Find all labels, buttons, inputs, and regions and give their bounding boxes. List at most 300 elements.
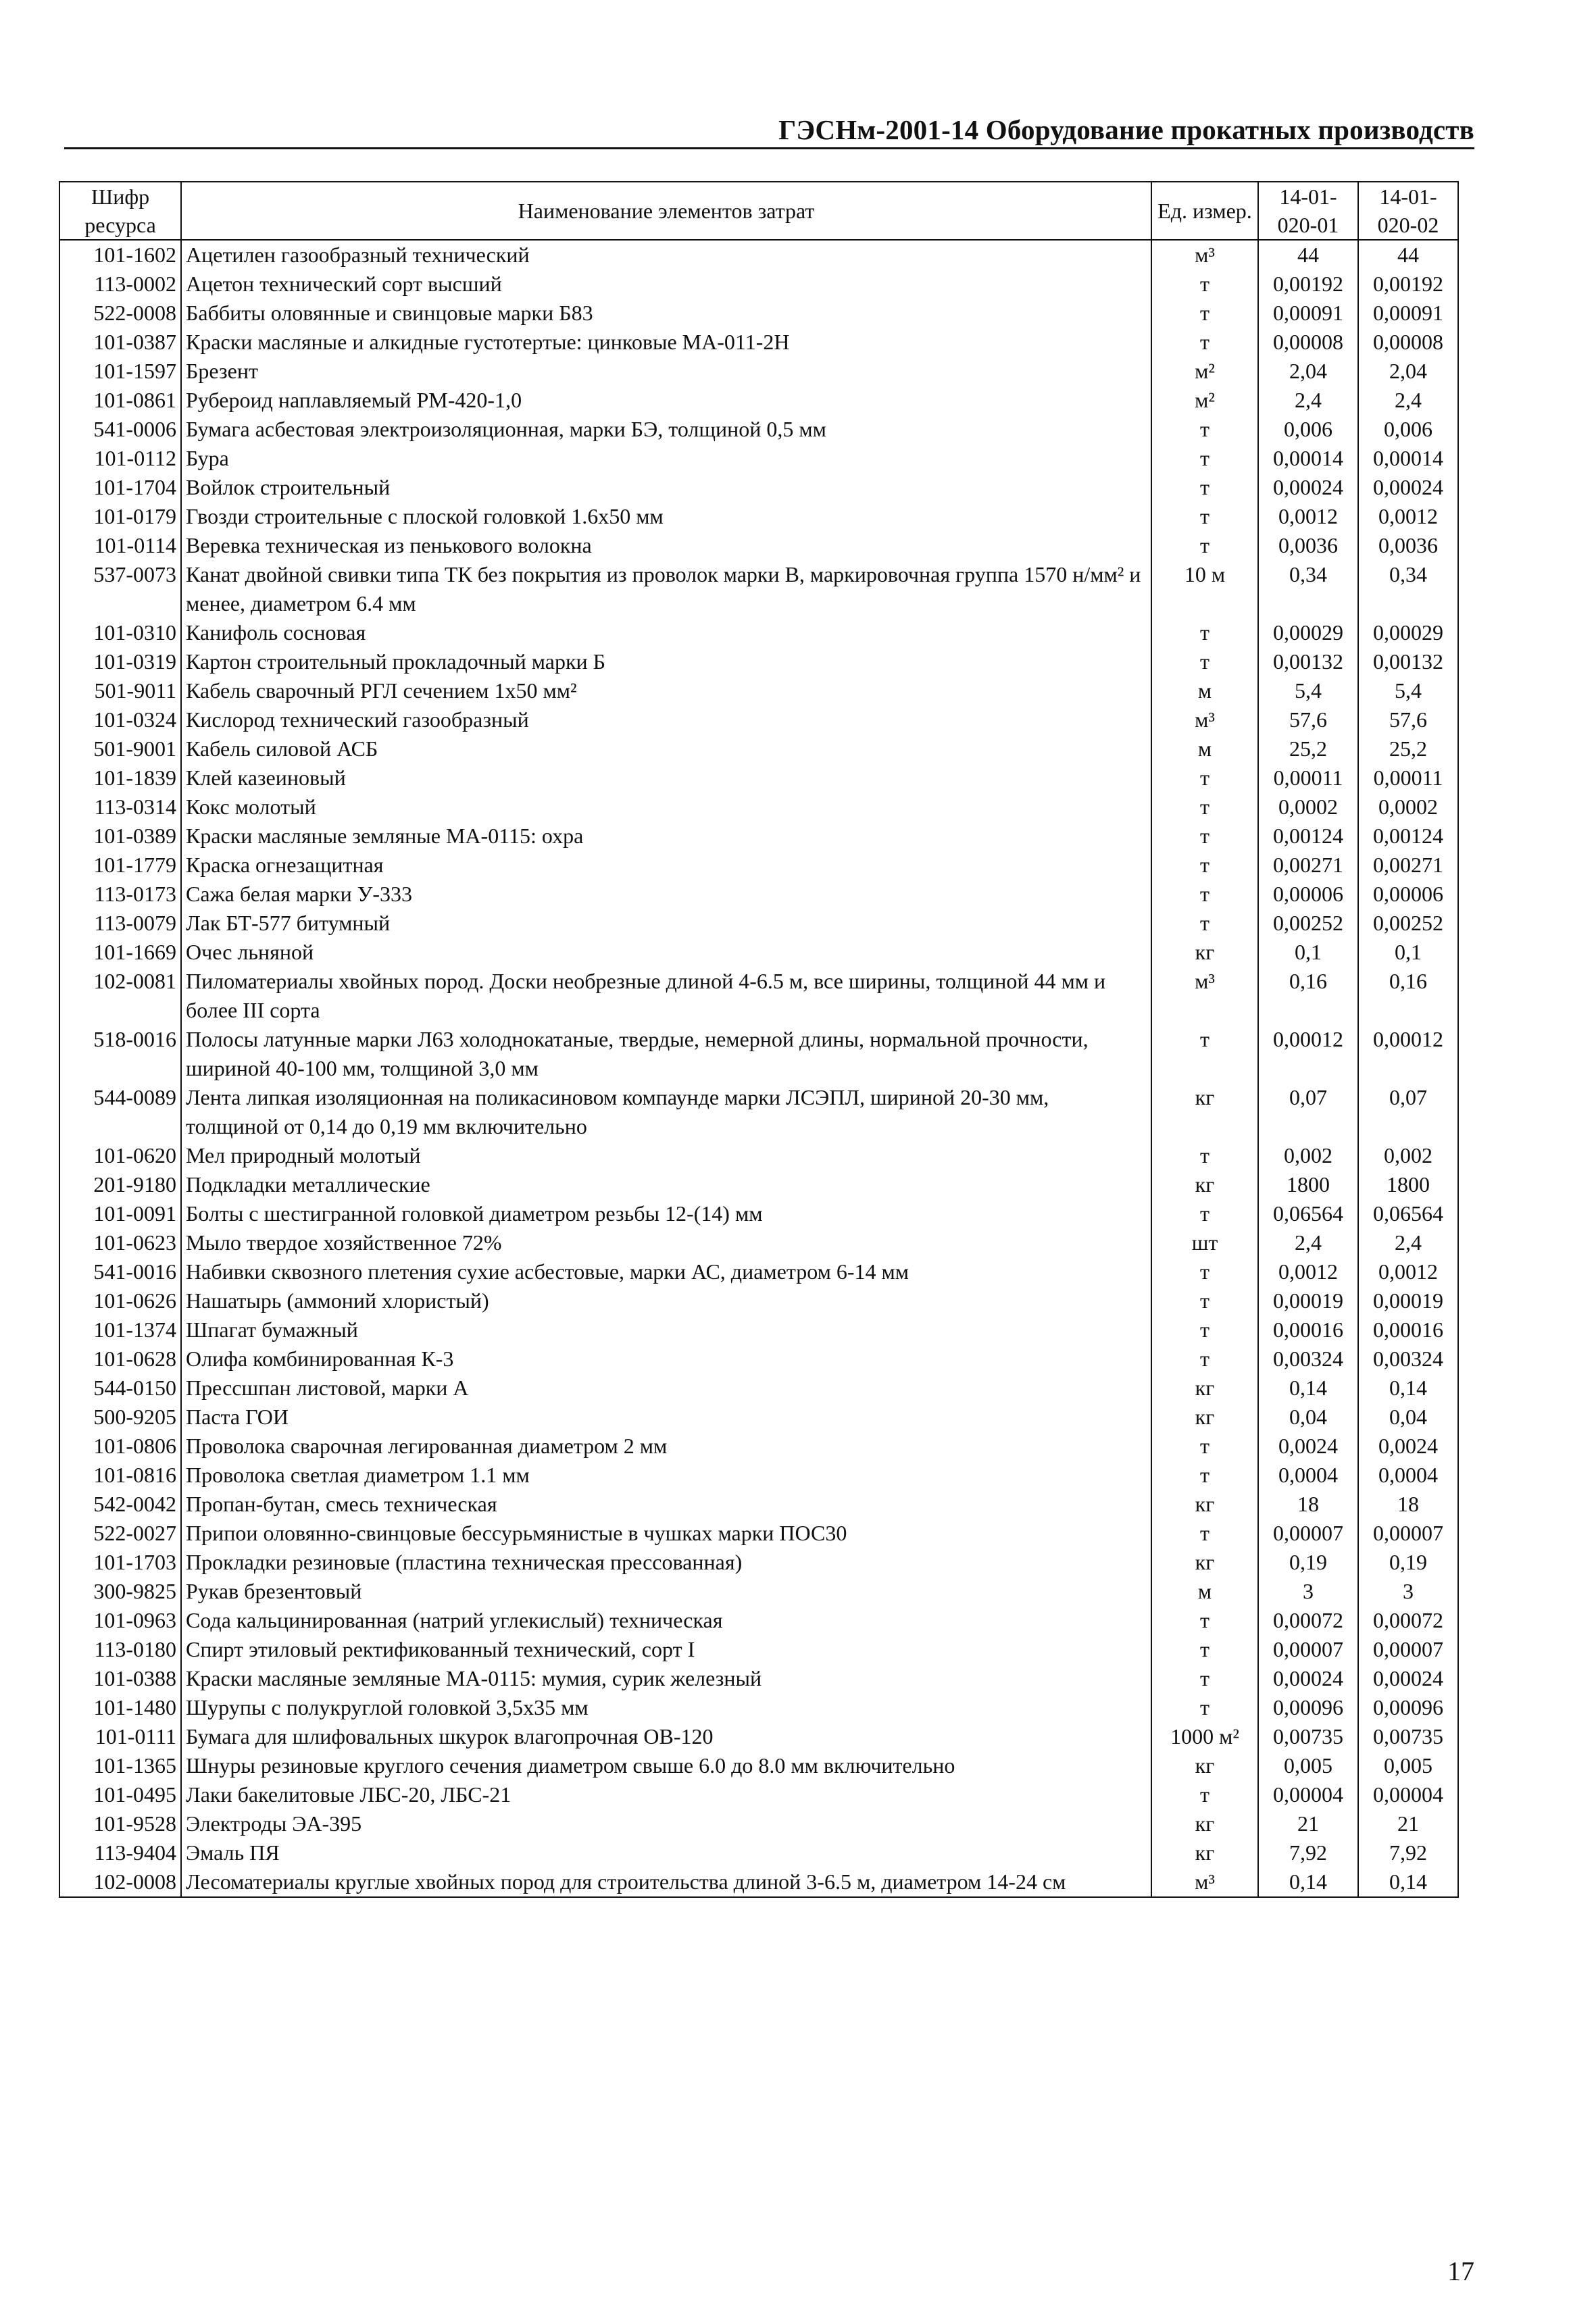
unit-of-measure: кг [1151,1751,1258,1780]
resource-name: Кокс молотый [181,793,1151,822]
norm-value-020-02: 2,4 [1358,386,1458,415]
table-row [59,909,1458,938]
norm-value-020-02: 0,00252 [1358,909,1458,938]
norm-value-020-01: 0,0002 [1258,793,1358,822]
table-row [59,938,1458,967]
norm-value-020-01: 0,002 [1258,1141,1358,1170]
resource-code: 544-0089 [59,1083,181,1141]
resource-code: 101-0114 [59,531,181,560]
resource-name: Проволока светлая диаметром 1.1 мм [181,1461,1151,1490]
column-header-unit: Ед. измер. [1151,182,1258,240]
unit-of-measure: т [1151,1693,1258,1722]
norm-value-020-02: 3 [1358,1577,1458,1606]
resource-name: Бура [181,444,1151,473]
resource-code: 101-1597 [59,357,181,386]
unit-of-measure: т [1151,444,1258,473]
unit-of-measure: т [1151,1344,1258,1374]
norm-value-020-01: 0,00096 [1258,1693,1358,1722]
norm-value-020-02: 0,00091 [1358,299,1458,328]
unit-of-measure: т [1151,502,1258,531]
norm-value-020-02: 0,0004 [1358,1461,1458,1490]
norm-value-020-01: 0,00011 [1258,763,1358,793]
resource-name: Краски масляные и алкидные густотертые: цинковые МА-011-2Н [181,328,1151,357]
resource-code: 101-0324 [59,705,181,734]
norm-value-020-01: 0,00004 [1258,1780,1358,1809]
resource-name: Полосы латунные марки Л63 холоднокатаные, твердые, немерной длины, нормальной прочности, шириной 40-100 мм, толщиной 3,0 мм [181,1025,1151,1083]
resource-code: 101-1703 [59,1548,181,1577]
table-row [59,502,1458,531]
resource-name: Припои оловянно-свинцовые бессурьмянистые в чушках марки ПОС30 [181,1519,1151,1548]
resource-code: 101-0861 [59,386,181,415]
table-row [59,560,1458,618]
norm-value-020-02: 0,0036 [1358,531,1458,560]
resource-name: Шпагат бумажный [181,1315,1151,1344]
resource-name: Набивки сквозного плетения сухие асбестовые, марки АС, диаметром 6-14 мм [181,1257,1151,1286]
norm-value-020-02: 0,07 [1358,1083,1458,1141]
resource-name: Канат двойной свивки типа ТК без покрытия из проволок марки В, маркировочная группа 1570 н/мм² и менее, диаметром 6.4 мм [181,560,1151,618]
norm-value-020-01: 0,00006 [1258,880,1358,909]
unit-of-measure: м³ [1151,240,1258,270]
norm-value-020-02: 44 [1358,240,1458,270]
norm-value-020-02: 0,002 [1358,1141,1458,1170]
resource-name: Брезент [181,357,1151,386]
table-row [59,793,1458,822]
table-row [59,1664,1458,1693]
resource-name: Ацетилен газообразный технический [181,240,1151,270]
norm-value-020-02: 0,19 [1358,1548,1458,1577]
resource-name: Мыло твердое хозяйственное 72% [181,1228,1151,1257]
table-header [59,182,1458,240]
norm-value-020-01: 0,00132 [1258,647,1358,676]
norm-value-020-01: 5,4 [1258,676,1358,705]
unit-of-measure: т [1151,1025,1258,1083]
unit-of-measure: т [1151,1780,1258,1809]
resource-code: 113-0314 [59,793,181,822]
norm-value-020-01: 0,19 [1258,1548,1358,1577]
resource-code: 101-1480 [59,1693,181,1722]
norm-value-020-01: 57,6 [1258,705,1358,734]
unit-of-measure: кг [1151,1548,1258,1577]
table-row [59,328,1458,357]
norm-value-020-01: 0,00014 [1258,444,1358,473]
norm-value-020-02: 0,00024 [1358,473,1458,502]
resource-name: Рукав брезентовый [181,1577,1151,1606]
norm-value-020-02: 57,6 [1358,705,1458,734]
unit-of-measure: т [1151,618,1258,647]
norm-value-020-01: 1800 [1258,1170,1358,1199]
resource-code: 101-0495 [59,1780,181,1809]
table-row [59,1025,1458,1083]
resource-name: Очес льняной [181,938,1151,967]
norm-value-020-01: 0,16 [1258,967,1358,1025]
table-row [59,734,1458,763]
table-row [59,1344,1458,1374]
norm-value-020-02: 0,14 [1358,1867,1458,1897]
table-row [59,822,1458,851]
norm-value-020-01: 0,006 [1258,415,1358,444]
table-row [59,1170,1458,1199]
unit-of-measure: т [1151,909,1258,938]
norm-value-020-01: 0,00029 [1258,618,1358,647]
unit-of-measure: кг [1151,1403,1258,1432]
table-row [59,1403,1458,1432]
resource-code: 101-0623 [59,1228,181,1257]
resource-code: 101-1365 [59,1751,181,1780]
norm-value-020-02: 0,00096 [1358,1693,1458,1722]
norm-value-020-02: 0,006 [1358,415,1458,444]
norm-value-020-01: 21 [1258,1809,1358,1838]
resource-name: Веревка техническая из пенькового волокна [181,531,1151,560]
resource-name: Мел природный молотый [181,1141,1151,1170]
unit-of-measure: 10 м [1151,560,1258,618]
table-row [59,618,1458,647]
norm-value-020-01: 0,34 [1258,560,1358,618]
norm-value-020-02: 0,00006 [1358,880,1458,909]
resource-code: 518-0016 [59,1025,181,1083]
resource-name: Кабель силовой АСБ [181,734,1151,763]
resource-code: 101-0112 [59,444,181,473]
norm-value-020-02: 0,16 [1358,967,1458,1025]
resource-name: Пропан-бутан, смесь техническая [181,1490,1151,1519]
norm-value-020-01: 25,2 [1258,734,1358,763]
resource-name: Канифоль сосновая [181,618,1151,647]
norm-value-020-02: 0,00012 [1358,1025,1458,1083]
resource-name: Кислород технический газообразный [181,705,1151,734]
resource-name: Лак БТ-577 битумный [181,909,1151,938]
unit-of-measure: м [1151,734,1258,763]
resource-code: 101-1779 [59,851,181,880]
resource-name: Шнуры резиновые круглого сечения диаметром свыше 6.0 до 8.0 мм включительно [181,1751,1151,1780]
norm-value-020-01: 0,00007 [1258,1519,1358,1548]
table-row [59,1519,1458,1548]
table-row [59,1693,1458,1722]
resource-name: Пиломатериалы хвойных пород. Доски необрезные длиной 4-6.5 м, все ширины, толщиной 44 мм и более III сорта [181,967,1151,1025]
table-row [59,1461,1458,1490]
resource-name: Рубероид наплавляемый РМ-420-1,0 [181,386,1151,415]
table-row [59,967,1458,1025]
resource-code: 101-1839 [59,763,181,793]
norm-value-020-02: 0,00124 [1358,822,1458,851]
norm-value-020-01: 0,14 [1258,1374,1358,1403]
resource-name: Проволока сварочная легированная диаметром 2 мм [181,1432,1151,1461]
resource-code: 101-0816 [59,1461,181,1490]
norm-value-020-02: 0,00192 [1358,270,1458,299]
resource-name: Войлок строительный [181,473,1151,502]
norm-value-020-01: 0,00735 [1258,1722,1358,1751]
table-row [59,240,1458,270]
resource-name: Бумага для шлифовальных шкурок влагопрочная ОВ-120 [181,1722,1151,1751]
norm-value-020-02: 0,00019 [1358,1286,1458,1315]
resource-code: 101-1704 [59,473,181,502]
unit-of-measure: т [1151,270,1258,299]
resource-code: 101-0626 [59,1286,181,1315]
table-row [59,1606,1458,1635]
table-row [59,1083,1458,1141]
norm-value-020-02: 0,0012 [1358,502,1458,531]
resource-code: 501-9001 [59,734,181,763]
norm-value-020-01: 0,005 [1258,1751,1358,1780]
resource-code: 101-0620 [59,1141,181,1170]
norm-value-020-01: 0,06564 [1258,1199,1358,1228]
unit-of-measure: т [1151,763,1258,793]
resource-name: Шурупы с полукруглой головкой 3,5х35 мм [181,1693,1151,1722]
table-row [59,1548,1458,1577]
resource-code: 101-0963 [59,1606,181,1635]
resource-code: 542-0042 [59,1490,181,1519]
resource-name: Баббиты оловянные и свинцовые марки Б83 [181,299,1151,328]
resource-name: Гвозди строительные с плоской головкой 1.6х50 мм [181,502,1151,531]
unit-of-measure: кг [1151,1490,1258,1519]
table-row [59,1838,1458,1867]
table-row [59,1228,1458,1257]
norm-value-020-01: 3 [1258,1577,1358,1606]
unit-of-measure: м² [1151,357,1258,386]
resource-name: Спирт этиловый ректификованный технический, сорт I [181,1635,1151,1664]
table-row [59,763,1458,793]
unit-of-measure: т [1151,880,1258,909]
norm-value-020-01: 2,04 [1258,357,1358,386]
table-row [59,676,1458,705]
resource-name: Прессшпан листовой, марки А [181,1374,1151,1403]
unit-of-measure: м³ [1151,967,1258,1025]
page-header-title: ГЭСНм-2001-14 Оборудование прокатных производств [778,114,1474,145]
table-row [59,1199,1458,1228]
norm-value-020-02: 0,00007 [1358,1519,1458,1548]
resource-name: Лента липкая изоляционная на поликасиновом компаунде марки ЛСЭПЛ, шириной 20-30 мм, толщиной от 0,14 до 0,19 мм включительно [181,1083,1151,1141]
resource-code: 101-1374 [59,1315,181,1344]
norm-value-020-01: 2,4 [1258,1228,1358,1257]
resource-name: Прокладки резиновые (пластина техническая прессованная) [181,1548,1151,1577]
norm-value-020-01: 0,00007 [1258,1635,1358,1664]
resource-code: 113-0079 [59,909,181,938]
norm-value-020-01: 0,00192 [1258,270,1358,299]
unit-of-measure: т [1151,1461,1258,1490]
norm-value-020-02: 0,1 [1358,938,1458,967]
norm-value-020-02: 0,00011 [1358,763,1458,793]
resource-code: 113-9404 [59,1838,181,1867]
table-row [59,1315,1458,1344]
column-header-name: Наименование элементов затрат [181,182,1151,240]
resource-code: 522-0027 [59,1519,181,1548]
unit-of-measure: м [1151,676,1258,705]
norm-value-020-02: 0,04 [1358,1403,1458,1432]
resource-code: 101-0179 [59,502,181,531]
resource-name: Олифа комбинированная К-3 [181,1344,1151,1374]
norm-value-020-02: 21 [1358,1809,1458,1838]
column-header-norm-2: 14-01- 020-02 [1358,182,1458,240]
norm-value-020-02: 0,00014 [1358,444,1458,473]
norm-value-020-02: 0,005 [1358,1751,1458,1780]
norm-value-020-01: 0,0012 [1258,502,1358,531]
norm-value-020-01: 0,00252 [1258,909,1358,938]
column-header-norm-1: 14-01- 020-01 [1258,182,1358,240]
table-row [59,531,1458,560]
norm-value-020-01: 0,00124 [1258,822,1358,851]
resource-code: 102-0008 [59,1867,181,1897]
resource-name: Кабель сварочный РГЛ сечением 1х50 мм² [181,676,1151,705]
unit-of-measure: т [1151,328,1258,357]
table-row [59,1635,1458,1664]
table-row [59,1577,1458,1606]
resource-name: Эмаль ПЯ [181,1838,1151,1867]
resource-name: Подкладки металлические [181,1170,1151,1199]
unit-of-measure: т [1151,1664,1258,1693]
unit-of-measure: т [1151,1432,1258,1461]
norm-value-020-01: 0,00019 [1258,1286,1358,1315]
resource-code: 113-0002 [59,270,181,299]
norm-value-020-01: 0,00091 [1258,299,1358,328]
norm-value-020-01: 44 [1258,240,1358,270]
unit-of-measure: т [1151,531,1258,560]
resource-code: 522-0008 [59,299,181,328]
unit-of-measure: 1000 м² [1151,1722,1258,1751]
table-row [59,1257,1458,1286]
norm-value-020-01: 0,00008 [1258,328,1358,357]
table-row [59,299,1458,328]
unit-of-measure: т [1151,415,1258,444]
norm-value-020-01: 0,00024 [1258,473,1358,502]
resource-name: Лаки бакелитовые ЛБС-20, ЛБС-21 [181,1780,1151,1809]
table-row [59,851,1458,880]
resource-code: 101-0387 [59,328,181,357]
unit-of-measure: т [1151,822,1258,851]
unit-of-measure: м³ [1151,1867,1258,1897]
norm-value-020-02: 0,06564 [1358,1199,1458,1228]
resource-code: 501-9011 [59,676,181,705]
resource-code: 541-0006 [59,415,181,444]
resource-code: 101-1602 [59,240,181,270]
header-rule [64,147,1474,149]
norm-value-020-01: 0,00024 [1258,1664,1358,1693]
norm-value-020-02: 0,00271 [1358,851,1458,880]
resource-name: Болты с шестигранной головкой диаметром резьбы 12-(14) мм [181,1199,1151,1228]
norm-value-020-01: 0,1 [1258,938,1358,967]
resource-name: Краска огнезащитная [181,851,1151,880]
norm-value-020-02: 0,00132 [1358,647,1458,676]
resource-code: 101-0310 [59,618,181,647]
table-row [59,1780,1458,1809]
norm-value-020-01: 0,0024 [1258,1432,1358,1461]
table-row [59,880,1458,909]
table-body [59,240,1458,1897]
unit-of-measure: т [1151,1286,1258,1315]
table-row [59,1141,1458,1170]
resource-code: 101-0389 [59,822,181,851]
norm-value-020-02: 0,00072 [1358,1606,1458,1635]
resource-code: 113-0180 [59,1635,181,1664]
unit-of-measure: м³ [1151,705,1258,734]
unit-of-measure: кг [1151,1170,1258,1199]
norm-value-020-02: 0,0012 [1358,1257,1458,1286]
norm-value-020-02: 0,00324 [1358,1344,1458,1374]
table-row [59,415,1458,444]
resource-code: 201-9180 [59,1170,181,1199]
resource-name: Клей казеиновый [181,763,1151,793]
norm-value-020-02: 0,00004 [1358,1780,1458,1809]
resource-name: Картон строительный прокладочный марки Б [181,647,1151,676]
norm-value-020-02: 0,0024 [1358,1432,1458,1461]
norm-value-020-02: 0,00029 [1358,618,1458,647]
norm-value-020-01: 0,00271 [1258,851,1358,880]
table-row [59,386,1458,415]
table-row [59,1809,1458,1838]
unit-of-measure: м² [1151,386,1258,415]
norm-value-020-01: 0,00324 [1258,1344,1358,1374]
resource-code: 544-0150 [59,1374,181,1403]
resource-name: Электроды ЭА-395 [181,1809,1151,1838]
unit-of-measure: т [1151,1519,1258,1548]
resource-code: 113-0173 [59,880,181,909]
resource-name: Сода кальцинированная (натрий углекислый) техническая [181,1606,1151,1635]
norm-value-020-02: 5,4 [1358,676,1458,705]
norm-value-020-02: 2,04 [1358,357,1458,386]
unit-of-measure: кг [1151,1809,1258,1838]
unit-of-measure: т [1151,793,1258,822]
resource-code: 102-0081 [59,967,181,1025]
table-row [59,1432,1458,1461]
unit-of-measure: т [1151,1199,1258,1228]
table-row [59,444,1458,473]
norm-value-020-01: 0,07 [1258,1083,1358,1141]
resource-code: 500-9205 [59,1403,181,1432]
norm-value-020-02: 25,2 [1358,734,1458,763]
resource-code: 101-0111 [59,1722,181,1751]
resource-code: 101-0806 [59,1432,181,1461]
resource-code: 101-0319 [59,647,181,676]
resource-name: Ацетон технический сорт высший [181,270,1151,299]
table-row [59,473,1458,502]
resource-name: Сажа белая марки У-333 [181,880,1151,909]
norm-value-020-02: 2,4 [1358,1228,1458,1257]
table-row [59,270,1458,299]
resource-code: 541-0016 [59,1257,181,1286]
unit-of-measure: т [1151,647,1258,676]
unit-of-measure: шт [1151,1228,1258,1257]
unit-of-measure: кг [1151,1838,1258,1867]
unit-of-measure: т [1151,1141,1258,1170]
resource-code: 101-0628 [59,1344,181,1374]
table-row [59,1867,1458,1897]
resource-code: 300-9825 [59,1577,181,1606]
norm-value-020-02: 1800 [1358,1170,1458,1199]
unit-of-measure: кг [1151,938,1258,967]
norm-value-020-02: 7,92 [1358,1838,1458,1867]
table-row [59,1286,1458,1315]
table-row [59,1751,1458,1780]
norm-value-020-01: 0,0012 [1258,1257,1358,1286]
norm-value-020-02: 0,00007 [1358,1635,1458,1664]
unit-of-measure: т [1151,851,1258,880]
resources-table [59,181,1459,1898]
table-row [59,705,1458,734]
unit-of-measure: т [1151,1635,1258,1664]
table-row [59,1722,1458,1751]
norm-value-020-02: 0,00016 [1358,1315,1458,1344]
norm-value-020-01: 0,0004 [1258,1461,1358,1490]
norm-value-020-01: 0,0036 [1258,531,1358,560]
table-row [59,647,1458,676]
resource-code: 101-1669 [59,938,181,967]
resource-name: Паста ГОИ [181,1403,1151,1432]
table-row [59,1374,1458,1403]
resource-name: Краски масляные земляные МА-0115: мумия, сурик железный [181,1664,1151,1693]
column-header-code: Шифр ресурса [59,182,181,240]
norm-value-020-02: 0,34 [1358,560,1458,618]
norm-value-020-01: 0,00072 [1258,1606,1358,1635]
unit-of-measure: кг [1151,1083,1258,1141]
table-row [59,1490,1458,1519]
resource-code: 537-0073 [59,560,181,618]
